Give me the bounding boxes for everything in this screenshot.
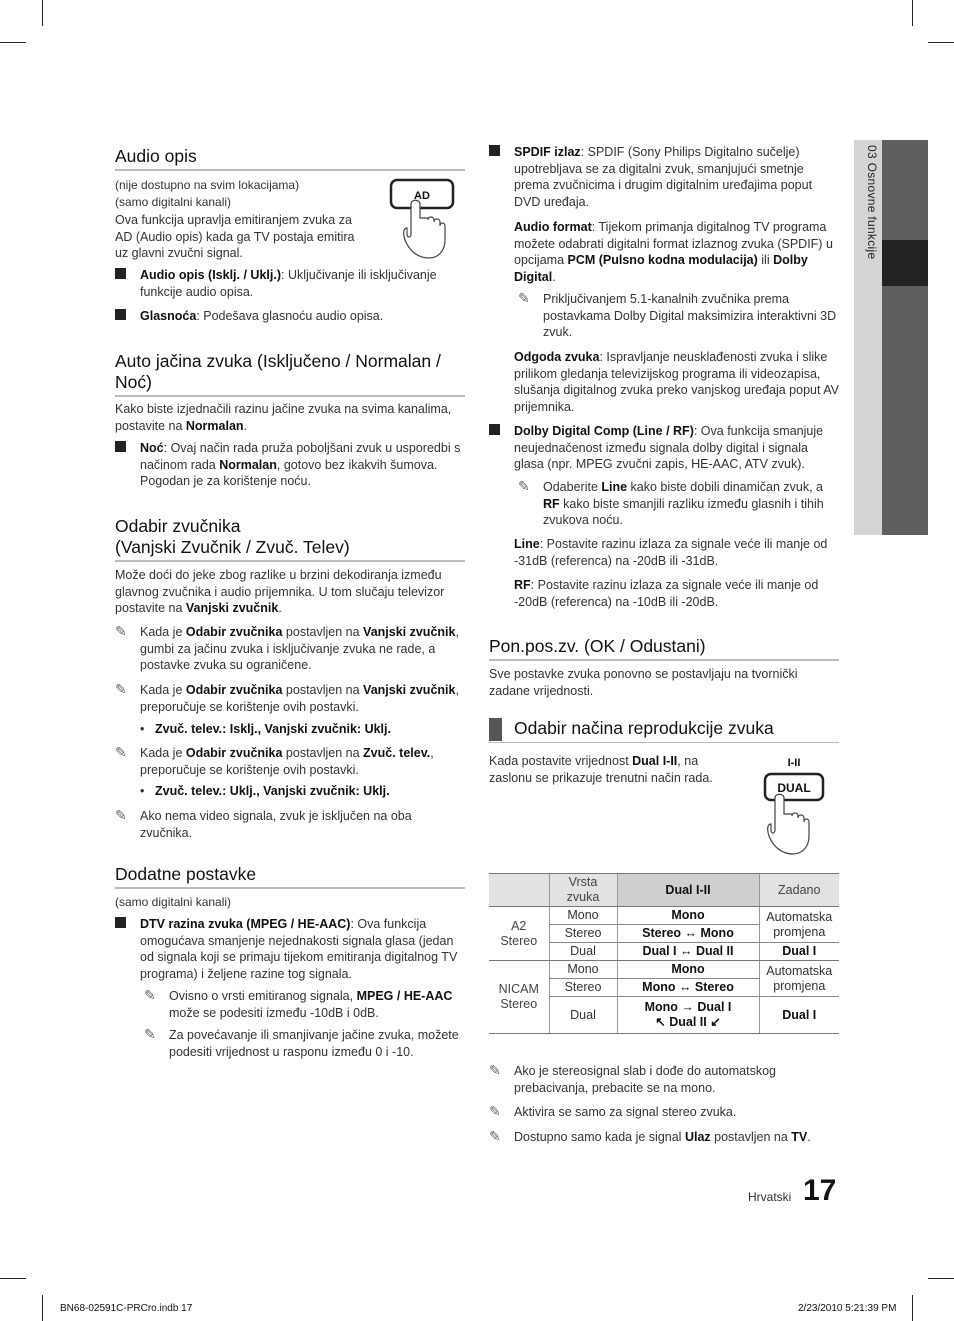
- item-text-bold: Normalan: [219, 457, 277, 472]
- text: : Tijekom primanja digitalnog TV programa možete odabrati digitalni format izlaznog zvuka (SPDIF) u opcijama: [514, 220, 833, 267]
- table-header-row: [489, 874, 839, 907]
- text-bold: MPEG / HE-AAC: [356, 989, 453, 1003]
- pencil-note-icon: ✎: [115, 744, 127, 760]
- text: kako biste dobili dinamičan zvuk, a: [627, 480, 824, 494]
- line-text: [514, 536, 840, 569]
- table-cell: Dual: [549, 997, 617, 1034]
- table-cell: Automatska promjena: [759, 907, 839, 943]
- text: može se podesiti između -10dB i 0dB.: [169, 1005, 379, 1020]
- heading-marker: [489, 718, 502, 741]
- text-bold: Dual I-II: [632, 754, 678, 768]
- table-header-type: Vrsta zvuka: [549, 874, 617, 907]
- page-number: 17: [803, 1174, 837, 1207]
- text-bold: Vanjski zvučnik: [363, 683, 456, 697]
- text: , gumbi za jačinu zvuka i isključivanje zvuka ne rade, a postavke zvuka su ograničene.: [140, 625, 459, 672]
- text-bold: Odabir zvučnika: [185, 746, 283, 760]
- availability-note: (nije dostupno na svim lokacijama): [115, 178, 300, 192]
- table-cell: Mono: [617, 907, 759, 925]
- text-bold: Ulaz: [684, 1130, 711, 1144]
- crop-mark: [42, 1295, 43, 1321]
- text: Odaberite: [543, 480, 602, 494]
- item-text: , gotovo bez ikakvih šumova. Pogodan je za korištenje noću.: [140, 457, 438, 488]
- table-cell: Dual I: [759, 943, 839, 961]
- text: Kako biste izjednačili razinu jačine zvuka na svima kanalima, postavite na: [115, 402, 452, 433]
- item-text: : Podešava glasnoću audio opisa.: [196, 309, 384, 323]
- item-label: Noć: [140, 441, 164, 455]
- table-cell: Mono ↔ Stereo: [617, 979, 759, 997]
- text-bold: RF: [543, 496, 560, 511]
- extra-digital-only: (samo digitalni kanali): [115, 895, 232, 909]
- dual-remote-button-icon: [761, 754, 833, 858]
- pencil-note-icon: ✎: [115, 807, 127, 823]
- text: Ako nema video signala, zvuk je isključen na oba zvučnika.: [140, 809, 412, 840]
- table-cell: Mono: [549, 907, 617, 925]
- crop-mark: [912, 0, 913, 26]
- crop-mark: [0, 1278, 26, 1279]
- heading-text: Odabir načina reprodukcije zvuka: [514, 718, 774, 738]
- text: Kada je: [140, 683, 186, 697]
- speaker-note: [115, 744, 466, 778]
- extra-settings-heading: Dodatne postavke: [115, 864, 465, 889]
- heading-line: Odabir zvučnika: [115, 516, 241, 536]
- text-bold: Line: [601, 480, 628, 494]
- text: postavljen na: [282, 746, 364, 760]
- text-bold: Line: [514, 537, 540, 551]
- text: Može doći do jeke zbog razlike u brzini dekodiranja između glavnog zvučnika i audio prijemnika. U tom slučaju televizor postavite na: [115, 568, 445, 615]
- pencil-note-icon: ✎: [489, 1103, 501, 1119]
- speaker-note: [115, 623, 466, 674]
- text: Kada je: [140, 625, 186, 639]
- pencil-note-icon: ✎: [518, 478, 530, 494]
- dual-button-label: DUAL: [777, 781, 811, 795]
- table-cell: Mono: [549, 961, 617, 979]
- text: , preporučuje se korištenje ovih postavki.: [140, 746, 434, 777]
- text: , na zaslonu se prikazuje trenutni način rada.: [489, 754, 713, 785]
- item-text: : Ova funkcija smanjuje neujednačenost između signala dolby digital i signala glasa (npr. MPEG zvučni zapis, HE-AAC, ATV zvuk).: [514, 424, 824, 471]
- text: : Ispravljanje neusklađenosti zvuka i slike prilikom gledanja televizijskog programa ili videozapisa, slušanja digitalnog zvuka preko vanjskog uređaja poput AV prijemnika.: [514, 350, 839, 414]
- item-label: SPDIF izlaz: [514, 145, 581, 159]
- text-bold: Odabir zvučnika: [185, 683, 283, 697]
- text: .: [552, 269, 556, 284]
- side-tab-marker: [882, 240, 928, 286]
- table-cell: Stereo: [549, 925, 617, 943]
- text: , preporučuje se korištenje ovih postavki.: [140, 683, 459, 714]
- text-bold: Audio format: [514, 220, 592, 234]
- dtv-note: [144, 987, 465, 1021]
- crop-mark: [0, 42, 26, 43]
- audio-format-note: [518, 290, 839, 341]
- text-bold: Zvuč. telev.: Uklj., Vanjski zvučnik: Uklj.: [155, 784, 390, 798]
- pencil-note-icon: ✎: [115, 623, 127, 639]
- text: Za povećavanje ili smanjivanje jačine zvuka, možete podesiti vrijednost u rasponu između 0 i -10.: [169, 1028, 459, 1059]
- pencil-note-icon: ✎: [518, 290, 530, 306]
- text: Ovisno o vrsti emitiranog signala,: [169, 989, 357, 1003]
- print-file-info: BN68-02591C-PRCro.indb 17: [60, 1303, 193, 1314]
- audio-opis-availability: [115, 177, 375, 210]
- text-bold: Zvuč. telev.: [363, 746, 431, 760]
- item-label: Glasnoća: [140, 309, 197, 323]
- bullet: [115, 309, 126, 320]
- table-cell: Automatska promjena: [759, 961, 839, 997]
- item-text: : Ovaj način rada pruža poboljšani zvuk u usporedbi s načinom rada: [140, 441, 461, 472]
- side-tab-label: 03 Osnovne funkcije: [865, 145, 879, 260]
- spdif-item: [514, 144, 840, 210]
- print-date-info: 2/23/2010 5:21:39 PM: [798, 1303, 897, 1314]
- audio-opis-onoff-item: [140, 267, 466, 300]
- bullet: •: [140, 784, 145, 798]
- table-header-default: Zadano: [759, 874, 839, 907]
- item-label: DTV razina zvuka (MPEG / HE-AAC): [140, 917, 351, 931]
- audio-opis-volume-item: [140, 308, 466, 325]
- speaker-select-heading: [115, 516, 465, 562]
- text: Dostupno samo kada je signal: [514, 1130, 685, 1144]
- text: ili: [757, 253, 774, 267]
- speaker-select-desc: [115, 567, 465, 617]
- text-bold: Odgoda zvuka: [514, 350, 600, 364]
- table-row: [489, 907, 839, 925]
- bullet: [115, 268, 126, 279]
- table-cell: Stereo ↔ Mono: [617, 925, 759, 943]
- pencil-note-icon: ✎: [489, 1062, 501, 1078]
- bullet: •: [140, 722, 145, 736]
- bullet: [489, 145, 500, 156]
- table-row-group-nicam: NICAM Stereo: [489, 961, 549, 1034]
- table-note: [489, 1128, 840, 1146]
- dual-button-top-label: I-II: [787, 757, 801, 769]
- text: Priključivanjem 5.1-kanalnih zvučnika prema postavkama Dolby Digital maksimizira interaktivni 3D zvuk.: [543, 292, 837, 339]
- reset-heading: Pon.pos.zv. (OK / Odustani): [489, 636, 839, 661]
- table-header-empty: [489, 874, 549, 907]
- text: postavljen na: [710, 1130, 792, 1144]
- pencil-note-icon: ✎: [489, 1128, 501, 1144]
- crop-mark: [928, 42, 954, 43]
- dtv-level-item: [140, 916, 466, 982]
- table-cell: Stereo: [549, 979, 617, 997]
- rf-text: [514, 577, 840, 610]
- bullet: [115, 917, 126, 928]
- cell-line: Mono → Dual I: [644, 1000, 732, 1014]
- table-cell: [617, 997, 759, 1034]
- pencil-note-icon: ✎: [115, 681, 127, 697]
- item-label: Dolby Digital Comp (Line / RF): [514, 424, 694, 438]
- dolby-note: [518, 478, 839, 529]
- crop-mark: [912, 1295, 913, 1321]
- table-row: [489, 961, 839, 979]
- pencil-note-icon: ✎: [144, 1026, 156, 1042]
- dtv-note: [144, 1026, 465, 1060]
- side-tab-dark: [882, 140, 928, 535]
- playback-mode-heading: [489, 718, 839, 743]
- item-label: Audio opis (Isklj. / Uklj.): [140, 268, 281, 282]
- crop-mark: [42, 0, 43, 26]
- speaker-note: [115, 807, 466, 841]
- speaker-sub-item: [140, 783, 465, 800]
- pencil-note-icon: ✎: [144, 987, 156, 1003]
- text-bold: PCM (Pulsno kodna modulacija): [567, 253, 758, 267]
- text: .: [278, 601, 282, 615]
- text-bold: TV: [791, 1130, 808, 1144]
- text-bold: RF: [514, 578, 531, 592]
- heading-line: (Vanjski Zvučnik / Zvuč. Telev): [115, 537, 350, 557]
- text-bold: Odabir zvučnika: [185, 625, 283, 639]
- text: Kada je: [140, 746, 186, 760]
- audio-opis-heading: Audio opis: [115, 146, 465, 171]
- text: Ako je stereosignal slab i dođe do automatskog prebacivanja, prebacite se na mono.: [514, 1064, 776, 1095]
- text: Aktivira se samo za signal stereo zvuka.: [514, 1105, 737, 1119]
- table-cell: Dual: [549, 943, 617, 961]
- item-text: : Ova funkcija omogućava smanjenje nejednakosti signala glasa (jedan od signala koji se primaju tijekom emitiranja digitalnog TV programa) i željene razine tog signala.: [140, 917, 458, 981]
- speaker-sub-item: [140, 721, 465, 738]
- bullet: [115, 441, 126, 452]
- text: postavljen na: [282, 683, 364, 697]
- table-cell: Mono: [617, 961, 759, 979]
- text: .: [807, 1130, 811, 1144]
- audio-format-text: [514, 219, 840, 285]
- table-cell: Dual I ↔ Dual II: [617, 943, 759, 961]
- text-bold: Dolby Digital: [514, 253, 808, 284]
- text: : Postavite razinu izlaza za signale veće ili manje od -20dB (referenca) na -10dB ili -20dB.: [514, 578, 819, 609]
- text: postavljen na: [282, 625, 364, 639]
- table-row-group-a2: A2 Stereo: [489, 907, 549, 961]
- speaker-note: [115, 681, 466, 715]
- text: : Postavite razinu izlaza za signale veće ili manje od -31dB (referenca) na -20dB ili -31dB.: [514, 537, 828, 568]
- bullet: [489, 424, 500, 435]
- auto-volume-night-item: [140, 440, 466, 490]
- table-note: [489, 1062, 840, 1096]
- text-bold: Vanjski zvučnik: [185, 601, 279, 615]
- text-bold: Zvuč. telev.: Isklj., Vanjski zvučnik: Uklj.: [155, 722, 391, 736]
- table-cell: Dual I: [759, 997, 839, 1034]
- text-bold: Vanjski zvučnik: [363, 625, 456, 639]
- text-bold: Normalan: [185, 418, 244, 433]
- sound-mode-table: [489, 873, 839, 1034]
- text: Kada postavite vrijednost: [489, 754, 633, 768]
- auto-volume-heading: Auto jačina zvuka (Isključeno / Normalan / Noć): [115, 351, 465, 397]
- playback-mode-desc: [489, 753, 739, 786]
- item-text: : SPDIF (Sony Philips Digitalno sučelje) upotrebljava se za digitalni zvuk, smanjujući smetnje prema zvučnicima i drugim digitalnim uređajima poput DVD uređaja.: [514, 145, 813, 209]
- audio-delay-text: [514, 349, 840, 415]
- table-header-dual: Dual I-II: [617, 874, 759, 907]
- audio-opis-desc: Ova funkcija upravlja emitiranjem zvuka za AD (Audio opis) kada ga TV postaja emitira uz glavni zvučni signal.: [115, 213, 355, 260]
- table-note: [489, 1103, 840, 1121]
- cell-line: ↖ Dual II ↙: [655, 1015, 721, 1029]
- text: kako biste smanjili razliku između glasnih i tihih zvukova noću.: [543, 496, 824, 527]
- reset-desc: Sve postavke zvuka ponovno se postavljaju na tvornički zadane vrijednosti.: [489, 667, 798, 698]
- crop-mark: [928, 1278, 954, 1279]
- item-text: : Uključivanje ili isključivanje funkcije audio opisa.: [140, 268, 437, 299]
- ad-button-label: AD: [414, 190, 430, 202]
- auto-volume-desc: [115, 401, 465, 434]
- ad-remote-button-icon: [387, 176, 467, 260]
- footer-language: Hrvatski: [748, 1190, 792, 1204]
- digital-only-note: (samo digitalni kanali): [115, 194, 232, 209]
- dolby-comp-item: [514, 423, 840, 473]
- text: .: [243, 418, 248, 433]
